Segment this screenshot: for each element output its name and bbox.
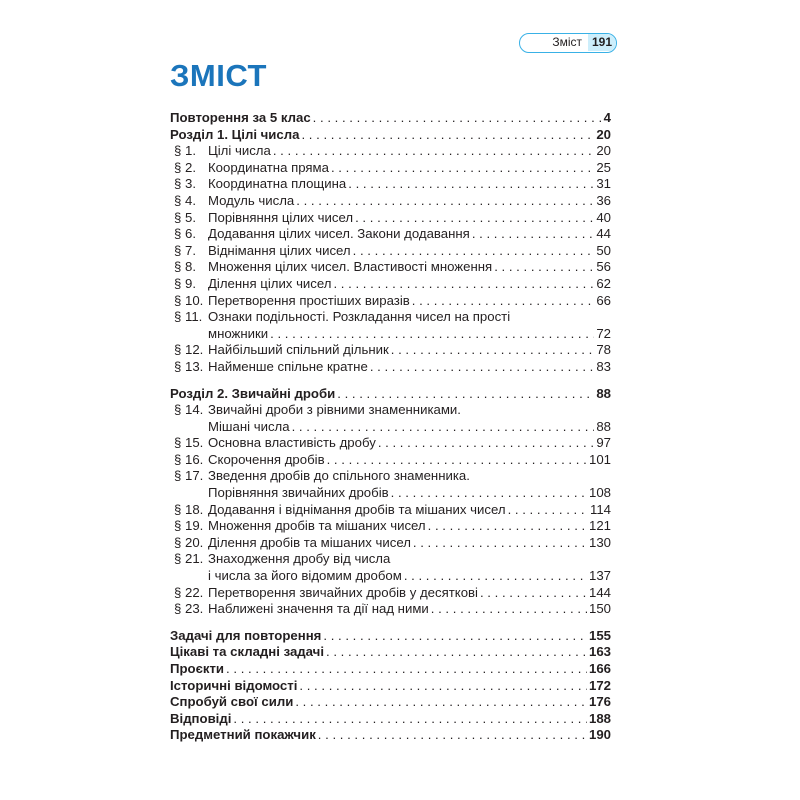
dot-leader: [313, 110, 602, 127]
toc-entry-title-continued: множники: [208, 325, 269, 341]
toc-section[interactable]: [170, 359, 611, 376]
toc-entry-title: Наближені значення та дії над ними: [208, 601, 429, 617]
section-number: § 18.: [174, 501, 204, 517]
section-number: § 14.: [174, 402, 204, 418]
toc-entry[interactable]: [170, 694, 611, 711]
toc-entry[interactable]: [170, 644, 611, 661]
toc-entry-title-continued: Порівняння звичайних дробів: [208, 485, 389, 501]
dot-leader: [326, 644, 587, 661]
toc-entry-title: Розділ 2. Звичайні дроби: [170, 385, 336, 401]
dot-leader: [378, 435, 595, 452]
dot-leader: [404, 568, 587, 585]
toc-section[interactable]: [170, 160, 611, 177]
toc-entry[interactable]: [170, 678, 611, 695]
toc-page-number: 83: [596, 358, 611, 374]
toc-page-number: 97: [596, 435, 611, 451]
toc-entry-title: Зведення дробів до спільного знаменника.: [208, 468, 470, 484]
toc-page-number: 50: [596, 242, 611, 258]
toc-entry-title: Основна властивість дробу: [208, 435, 376, 451]
toc-page-number: 108: [588, 485, 611, 501]
toc-entry-title: Перетворення звичайних дробів у десяткові: [208, 584, 478, 600]
toc-page-number: 4: [603, 110, 611, 125]
toc-page-number: 172: [588, 677, 611, 693]
toc-entry[interactable]: [170, 727, 611, 744]
toc-section[interactable]: [170, 502, 611, 519]
toc-entry-title: Скорочення дробів: [208, 451, 325, 467]
toc-entry-title: Історичні відомості: [170, 677, 298, 693]
dot-leader: [270, 326, 594, 343]
section-number: § 21.: [174, 551, 204, 567]
toc-entry-title: Множення дробів та мішаних чисел: [208, 518, 426, 534]
dot-leader: [355, 210, 594, 227]
toc-page-number: 56: [596, 259, 611, 275]
toc-section[interactable]: [170, 143, 611, 160]
toc-entry-title: Розділ 1. Цілі числа: [170, 126, 300, 142]
dot-leader: [494, 259, 594, 276]
dot-leader: [295, 694, 587, 711]
toc-entry-review[interactable]: [170, 110, 611, 127]
section-number: § 13.: [174, 358, 204, 374]
toc-page-number: 88: [596, 385, 611, 401]
page-header-tab: [519, 33, 617, 53]
toc-entry-title: Координатна пряма: [208, 159, 329, 175]
toc-page-number: 163: [588, 644, 611, 660]
toc-section[interactable]: [170, 601, 611, 618]
section-number: § 2.: [174, 159, 196, 175]
dot-leader: [391, 342, 595, 359]
section-number: § 16.: [174, 451, 204, 467]
section-number: § 1.: [174, 143, 196, 159]
toc-section[interactable]: [170, 585, 611, 602]
toc-section[interactable]: [170, 452, 611, 469]
dot-leader: [337, 386, 594, 403]
toc-entry-title: Спробуй свої сили: [170, 694, 294, 710]
dot-leader: [323, 628, 587, 645]
toc-page-number: 114: [589, 501, 611, 517]
toc-entry-title: Множення цілих чисел. Властивості множення: [208, 259, 493, 275]
dot-leader: [370, 359, 595, 376]
toc-entry-title: Предметний покажчик: [170, 727, 316, 743]
dot-leader: [333, 276, 594, 293]
toc-page-number: 150: [588, 601, 611, 617]
toc-page-number: 25: [596, 159, 611, 175]
dot-leader: [327, 452, 587, 469]
part-2-sections: [170, 402, 611, 618]
toc-section[interactable]: [170, 309, 611, 342]
toc-entry-title: Модуль числа: [208, 192, 295, 208]
toc-page-number: 20: [596, 126, 611, 142]
toc-entry-title: Повторення за 5 клас: [170, 110, 311, 125]
toc-entry-title: Віднімання цілих чисел: [208, 242, 351, 258]
toc-entry-title: Відповіді: [170, 710, 232, 726]
dot-leader: [318, 727, 587, 744]
section-number: § 8.: [174, 259, 196, 275]
dot-leader: [391, 485, 587, 502]
section-number: § 23.: [174, 601, 204, 617]
section-number: § 12.: [174, 342, 204, 358]
dot-leader: [353, 243, 595, 260]
toc-section[interactable]: [170, 402, 611, 435]
toc-page-number: 121: [588, 518, 611, 534]
dot-leader: [413, 535, 587, 552]
toc-entry-title: Додавання цілих чисел. Закони додавання: [208, 226, 470, 242]
toc-page-number: 44: [596, 226, 611, 242]
dot-leader: [273, 143, 594, 160]
section-number: § 11.: [174, 309, 203, 325]
section-number: § 15.: [174, 435, 204, 451]
toc-page-number: 176: [588, 694, 611, 710]
toc-entry[interactable]: [170, 628, 611, 645]
toc-page-number: 144: [588, 584, 611, 600]
toc-entry[interactable]: [170, 711, 611, 728]
toc-page-number: 66: [596, 292, 611, 308]
toc-part-1-heading[interactable]: [170, 127, 611, 144]
section-number: § 4.: [174, 192, 196, 208]
toc-entry-title: Цілі числа: [208, 143, 271, 159]
toc-section[interactable]: [170, 435, 611, 452]
toc-page-number: 36: [596, 192, 611, 208]
dot-leader: [299, 678, 587, 695]
toc-section[interactable]: [170, 193, 611, 210]
table-of-contents: [170, 110, 611, 744]
dot-leader: [428, 518, 587, 535]
section-number: § 20.: [174, 534, 204, 550]
dot-leader: [301, 127, 594, 144]
toc-page-number: 78: [596, 342, 611, 358]
dot-leader: [431, 601, 587, 618]
toc-section[interactable]: [170, 243, 611, 260]
dot-leader: [480, 585, 587, 602]
toc-section[interactable]: [170, 276, 611, 293]
back-matter: [170, 628, 611, 744]
toc-section[interactable]: [170, 342, 611, 359]
section-number: § 9.: [174, 275, 196, 291]
toc-entry-title: Перетворення простіших виразів: [208, 292, 410, 308]
toc-page-number: 155: [588, 627, 611, 643]
toc-entry[interactable]: [170, 661, 611, 678]
section-number: § 22.: [174, 584, 204, 600]
toc-section[interactable]: [170, 259, 611, 276]
section-number: § 5.: [174, 209, 196, 225]
dot-leader: [472, 226, 595, 243]
part-1-sections: [170, 143, 611, 375]
toc-page-number: 166: [588, 661, 611, 676]
toc-entry-title: Звичайні дроби з рівними знаменниками.: [208, 402, 461, 418]
toc-section[interactable]: [170, 551, 611, 584]
toc-entry-title: Ознаки подільності. Розкладання чисел на прості: [208, 309, 511, 325]
toc-page-number: 62: [596, 275, 611, 291]
toc-page-number: 137: [588, 568, 611, 584]
section-number: § 6.: [174, 226, 196, 242]
toc-entry-title: Проєкти: [170, 661, 225, 676]
dot-leader: [412, 293, 595, 310]
section-number: § 19.: [174, 518, 204, 534]
header-section-label: Зміст: [552, 35, 582, 49]
dot-leader: [292, 419, 595, 436]
page-title: ЗМІСТ: [170, 58, 267, 93]
section-number: § 3.: [174, 176, 196, 192]
toc-entry-title: Координатна площина: [208, 176, 347, 192]
dot-leader: [233, 711, 587, 728]
toc-section[interactable]: [170, 210, 611, 227]
toc-section[interactable]: [170, 468, 611, 501]
toc-page-number: 88: [596, 418, 611, 434]
toc-entry-title: Ділення дробів та мішаних чисел: [208, 534, 411, 550]
section-number: § 7.: [174, 242, 196, 258]
toc-section[interactable]: [170, 535, 611, 552]
toc-section[interactable]: [170, 226, 611, 243]
section-number: § 17.: [174, 468, 204, 484]
header-page-number: 191: [588, 34, 616, 51]
toc-entry-title: Порівняння цілих чисел: [208, 209, 354, 225]
toc-page-number: 20: [596, 143, 611, 159]
dot-leader: [226, 661, 587, 678]
toc-page-number: 188: [588, 710, 611, 726]
toc-page-number: 72: [596, 325, 611, 341]
toc-entry-title-continued: і числа за його відомим дробом: [208, 568, 402, 584]
toc-entry-title: Знаходження дробу від числа: [208, 551, 391, 567]
toc-section[interactable]: [170, 176, 611, 193]
dot-leader: [296, 193, 594, 210]
toc-section[interactable]: [170, 293, 611, 310]
toc-entry-title-continued: Мішані числа: [208, 418, 290, 434]
toc-section[interactable]: [170, 518, 611, 535]
toc-page-number: 31: [596, 176, 611, 192]
toc-entry-title: Задачі для повторення: [170, 627, 322, 643]
toc-entry-title: Цікаві та складні задачі: [170, 644, 325, 660]
toc-entry-title: Ділення цілих чисел: [208, 275, 332, 291]
dot-leader: [508, 502, 588, 519]
toc-entry-title: Додавання і віднімання дробів та мішаних чисел: [208, 501, 506, 517]
dot-leader: [331, 160, 594, 177]
toc-page-number: 101: [588, 451, 611, 467]
toc-part-2-heading[interactable]: [170, 386, 611, 403]
section-number: § 10.: [174, 292, 204, 308]
toc-entry-title: Найбільший спільний дільник: [208, 342, 389, 358]
toc-page-number: 40: [596, 209, 611, 225]
toc-page-number: 130: [588, 534, 611, 550]
dot-leader: [348, 176, 594, 193]
toc-page-number: 190: [588, 727, 611, 743]
toc-entry-title: Найменше спільне кратне: [208, 358, 368, 374]
